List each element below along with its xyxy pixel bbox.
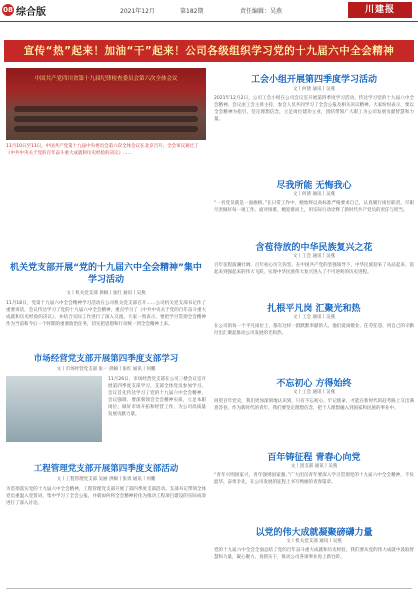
article-headline: 含苞待放的中华民族复兴之花 [255,243,373,253]
section-name: 综合版 [16,7,46,18]
article-body: 在公司的每一个平凡岗位上，都有这样一群默默奉献的人。他们爱岗敬业、任劳任怨，用自己的辛勤付出汇聚起推动公司发展的光和热。 [214,324,414,336]
article-headline: 百年铸征程 青春心向党 [267,453,361,463]
article-byline: 文丨团支部 通讯丨吴燕 [290,464,338,469]
article-body: 11月26日，市场经营党支部在公司三楼会议室开展第四季度支部学习，支部全体党员参加学习。会议首先传达学习了党的十九届六中全会精神，会议强调，要深刻领会全会精神实质，立足本职岗位，做好市场开拓和经营工作，为公司高质量发展贡献力量。 [108,377,206,417]
photo-caption: 11月10日至11日，中国共产党第十九届中央委员会第六次全体会议在北京召开，全会审议通过了《中共中央关于党的百年奋斗重大成就和历史经验的决议》…… [6,144,199,156]
article-byline: 文丨工程管理党支部 吴丽 供稿丨张勇 通讯丨何鹏 [56,477,156,482]
audience-row [14,126,198,132]
page-number-badge: 08 [3,6,13,14]
audience-row [14,116,198,122]
article-headline: 扎根平凡岗 汇聚光和热 [267,304,361,314]
article-body: 党的十九届六中全会全面总结了党的百年奋斗重大成就和历史经验。我们要从党的伟大成就中汲取智慧和力量，凝心聚力、真抓实干，推动公司各项事业再上新台阶。 [214,548,414,560]
article-body: 11月18日，党第十九届六中全会精神学习活动在公司机关党支部召开……公司机关党支部书记作了重要讲话，会议传达学习了党的十九届六中全会精神，重点学习了《中共中央关于党的百年奋斗重大成就和历史经验的决议》，并结合实际工作进行了深入交流。大家一致表示，要把学习贯彻全会精神作为当前和今后一个时期的重要政治任务，切实把思想和行动统一到全会精神上来。 [6,301,206,327]
article-byline: 文丨市场经营党支部 张一 供稿丨张红 通讯丨何鹏 [56,367,156,372]
article-headline: 市场经营党支部开展第四季度支部学习 [33,354,179,364]
article-photo [6,376,102,442]
article-body: “青年兴则国家兴，青年强则国家强。”广大团员青年要深入学习贯彻党的十九届六中全会精神，不负韶华、奋勇争先，在公司发展的征程上书写绚丽的青春篇章。 [214,473,414,485]
article-byline: 文丨机关党支部 供稿丨张红 通讯丨吴燕 [66,291,146,296]
article-body: “一名党员就是一面旗帜。”在日常工作中，她始终以高标准严格要求自己，认真履行岗位职责，尽职尽责做好每一项工作。面对困难，她迎难而上，用实际行动诠释了新时代共产党员的责任与担当。 [214,201,414,213]
article-headline: 工会小组开展第四季度学习活动 [250,75,377,85]
issue-number: 第182期 [180,8,204,15]
article-headline: 尽我所能 无悔我心 [276,181,352,191]
article-headline: 工程管理党支部开展第四季度支部活动 [33,464,179,474]
stage-backdrop-text: 中国共产党四川省第十九届纪律检查委员会第六次全体会议 [34,76,178,82]
article-headline: 不忘初心 方得始终 [276,379,352,389]
article-body: 为贯彻落实党的十九届六中全会精神，工程管理党支部开展了第四季度支部活动。支部书记带领全体党员重温入党誓词，集中学习了全会公报，并就如何将全会精神转化为推动工程项目建设的实际成效进行了深入讨论。 [6,487,206,506]
article-byline: 文丨工会 通讯丨吴燕 [293,390,335,395]
meeting-photo [6,68,206,140]
issue-date: 2021年12月 [120,8,155,15]
editor-credit: 责任编辑：吴燕 [240,8,283,15]
article-byline: 文丨何倩 通讯丨吴燕 [293,87,335,92]
article-body: 百年征程波澜壮阔，百年初心历久弥坚。在中国共产党的坚强领导下，中华民族迎来了从站起来、富起来到强起来的伟大飞跃，实现中华民族伟大复兴进入了不可逆转的历史进程。 [214,263,414,275]
article-headline: 机关党支部开展“党的十九届六中全会精神”集中学习活动 [10,263,202,285]
masthead-divider [0,21,418,22]
article-byline: 文丨何倩 通讯丨吴燕 [293,192,335,197]
masthead [0,0,418,22]
main-banner: 宣传“热”起来！加油“干”起来！公司各级组织学习党的十九届六中全会精神 [4,40,414,62]
article-byline: 文丨工会 通讯丨吴燕 [293,315,335,320]
article-byline: 文丨机关党支部 通讯丨吴燕 [286,539,342,544]
audience-row [14,106,198,112]
newspaper-logo: 川建报 [348,2,412,18]
footer-rule [6,588,412,589]
article-body: 回望百年党史，我们更加深刻地认识到，只有不忘初心、牢记使命，才能在新时代的赶考路上交出满意答卷。作为新时代的青年，我们要坚定理想信念，把个人理想融入到国家和民族的事业中。 [214,399,414,411]
article-body: 2021年12月2日，公司工会小组在公司会议室开展第四季度学习活动，传达学习党的十九届六中全会精神。会议由工会主席主持，参会人员共同学习了全会公报及相关决议精神。大家纷纷表示，要以全会精神为指引，坚定理想信念，立足岗位建功立业，团结带领广大职工为公司发展贡献智慧和力量。 [214,96,414,122]
article-byline: 文丨工会 通讯丨吴燕 [293,254,335,259]
article-headline: 以党的伟大成就凝聚磅礴力量 [255,528,373,538]
